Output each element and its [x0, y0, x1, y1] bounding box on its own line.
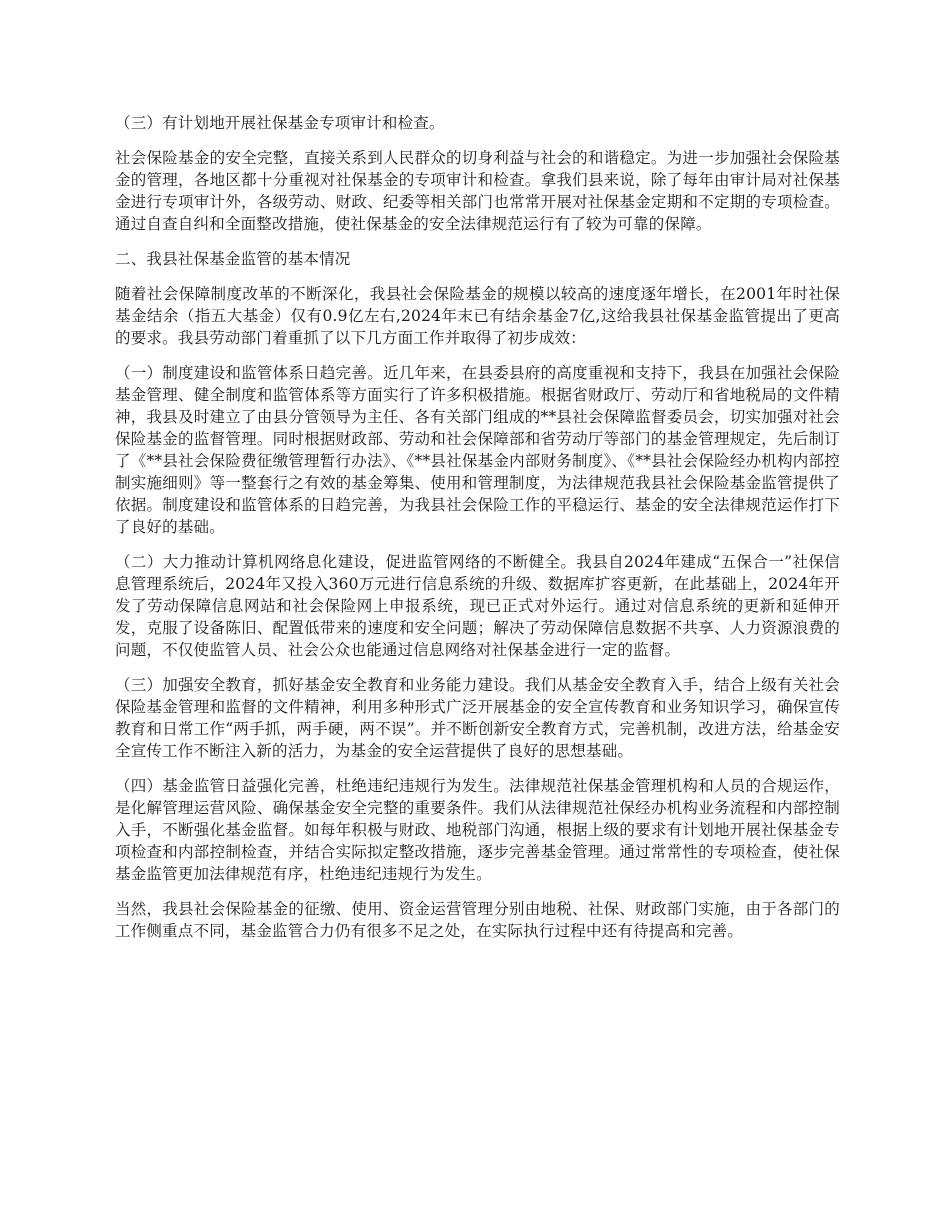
paragraph-network-building: （二）大力推动计算机网络息化建设，促进监管网络的不断健全。我县自2024年建成“五保合一”社保信息管理系统后，2024年又投入360万元进行信息系统的升级、数据库扩容更新，在此基础上，2024年开发了劳动保障信息网站和社会保险网上申报系统，现已正式对外运行。通过对信息系统的更新和延伸开发，克服了设备陈旧、配置低带来的速度和安全问题；解决了劳动保障信息数据不共享、人力资源浪费的问题，不仅使监管人员、社会公众也能通过信息网络对社保基金进行一定的监督。 — [115, 553, 840, 659]
paragraph-supervision: （四）基金监管日益强化完善，杜绝违纪违规行为发生。法律规范社保基金管理机构和人员的合规运作，是化解管理运营风险、确保基金安全完整的重要条件。我们从法律规范社保经办机构业务流程和内部控制入手，不断强化基金监督。如每年积极与财政、地税部门沟通，根据上级的要求有计划地开展社保基金专项检查和内部控制检查，并结合实际拟定整改措施，逐步完善基金管理。通过常常性的专项检查，使社保基金监管更加法律规范有序，杜绝违纪违规行为发生。 — [115, 777, 840, 883]
section-heading-audit: （三）有计划地开展社保基金专项审计和检查。 — [115, 114, 445, 132]
paragraph-safety-education: （三）加强安全教育，抓好基金安全教育和业务能力建设。我们从基金安全教育入手，结合上级有关社会保险基金管理和监督的文件精神，利用多种形式广泛开展基金的安全宣传教育和业务知识学习，确保宣传教育和日常工作“两手抓，两手硬，两不误”。并不断创新安全教育方式，完善机制，改进方法，给基金安全宣传工作不断注入新的活力，为基金的安全运营提供了良好的思想基础。 — [115, 676, 840, 760]
paragraph-system-building: （一）制度建设和监管体系日趋完善。近几年来，在县委县府的高度重视和支持下，我县在加强社会保险基金管理、健全制度和监管体系等方面实行了许多积极措施。根据省财政厅、劳动厅和省地税局的文件精神，我县及时建立了由县分管领导为主任、各有关部门组成的**县社会保障监督委员会，切实加强对社会保险基金的监督管理。同时根据财政部、劳动和社会保障部和省劳动厅等部门的基金管理规定，先后制订了《**县社会保险费征缴管理暂行办法》、《**县社保基金内部财务制度》、《**县社会保险经办机构内部控制实施细则》等一整套行之有效的基金筹集、使用和管理制度，为法律规范我县社会保险基金监管提供了依据。制度建设和监管体系的日趋完善，为我县社会保险工作的平稳运行、基金的安全法律规范运作打下了良好的基础。 — [115, 364, 840, 536]
section-heading-basic-situation: 二、我县社保基金监管的基本情况 — [115, 250, 351, 268]
document-body — [115, 112, 840, 955]
paragraph-fund-growth: 随着社会保障制度改革的不断深化，我县社会保险基金的规模以较高的速度逐年增长，在2001年时社保基金结余（指五大基金）仅有0.9亿左右,2024年末已有结余基金7亿,这给我县社保基金监管提出了更高的要求。我县劳动部门着重抓了以下几方面工作并取得了初步成效： — [115, 285, 840, 347]
paragraph-fund-safety: 社会保险基金的安全完整，直接关系到人民群众的切身利益与社会的和谐稳定。为进一步加强社会保险基金的管理，各地区都十分重视对社保基金的专项审计和检查。拿我们县来说，除了每年由审计局对社保基金进行专项审计外，各级劳动、财政、纪委等相关部门也常常开展对社保基金定期和不定期的专项检查。通过自查自纠和全面整改措施，使社保基金的安全法律规范运行有了较为可靠的保障。 — [115, 149, 840, 233]
paragraph-conclusion: 当然，我县社会保险基金的征缴、使用、资金运营管理分别由地税、社保、财政部门实施，由于各部门的工作侧重点不同，基金监管合力仍有很多不足之处，在实际执行过程中还有待提高和完善。 — [115, 900, 840, 940]
